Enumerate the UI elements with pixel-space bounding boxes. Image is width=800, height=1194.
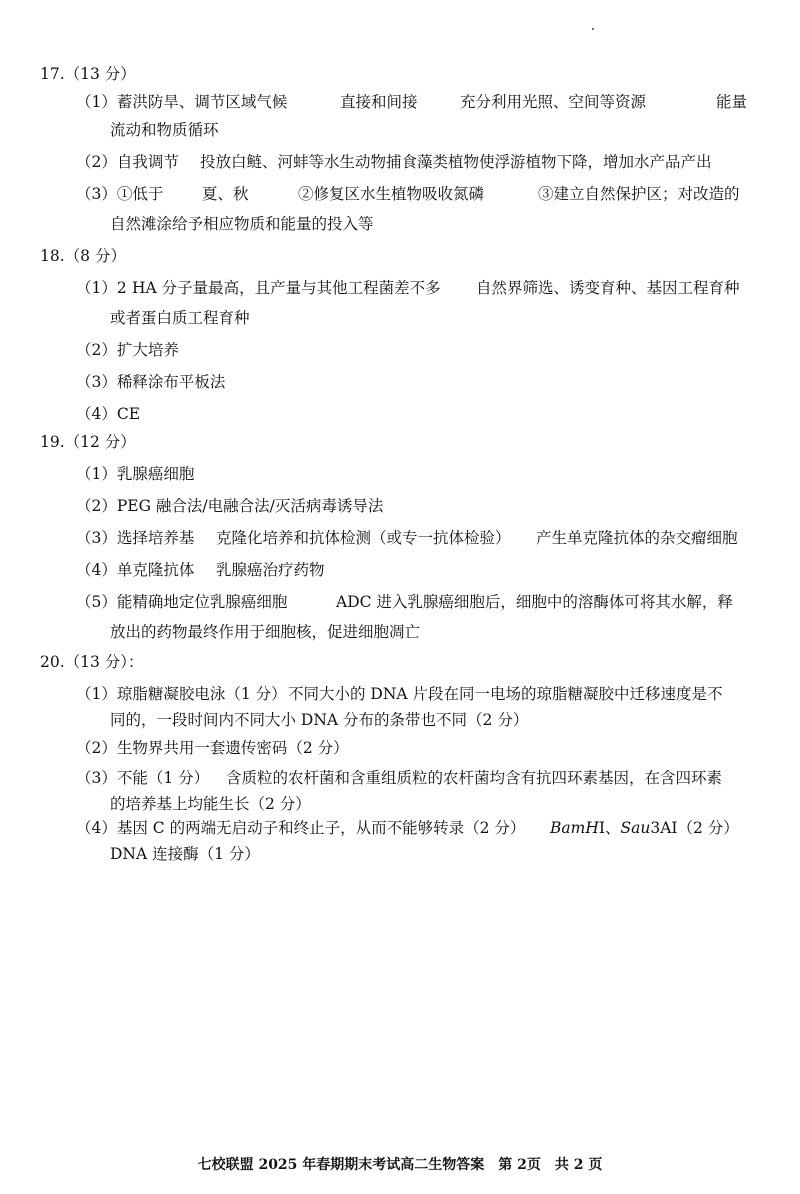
q18-1-a: （1）2 [76, 279, 127, 297]
q20-3-a: （3）不能（1 分） [76, 769, 210, 787]
q19-line2: （2）PEG 融合法/电融合法/灭活病毒诱导法 [76, 497, 384, 515]
q20-heading: 20.（13 分）： [40, 653, 144, 671]
q17-1-c: 充分利用光照、空间等资源 [460, 93, 647, 111]
q17-3-a: （3）①低于 [76, 185, 164, 203]
q19-3-b: 克隆化培养和抗体检测（或专一抗体检验） [216, 529, 511, 547]
q20-1-a: （1）琼脂糖凝胶电泳（1 分） [76, 685, 287, 703]
q20-line1-cont: 同的，一段时间内不同大小 DNA 分布的条带也不同（2 分） [110, 711, 529, 729]
page-footer: 七校联盟 2025 年春期期末考试高二生物答案 第 2页 共 2 页 [197, 1157, 603, 1173]
q17-line1-cont: 流动和物质循环 [110, 121, 219, 139]
q20-4-enzymes [550, 818, 739, 838]
q17-2-a: （2）自我调节 [76, 153, 179, 171]
q17-1-d: 能量 [716, 93, 748, 111]
q20-1-b: 不同大小的 DNA 片段在同一电场的琼脂糖凝胶中迁移速度是不 [288, 685, 723, 703]
q18-1-b: HA 分子量最高，且产量与其他工程菌差不多 [132, 279, 441, 297]
q20-line3-cont: 的培养基上均能生长（2 分） [110, 795, 311, 813]
q17-2-b: 投放白鲢、河蚌等水生动物捕食藻类植物使浮游植物下降，增加水产品产出 [200, 153, 712, 171]
q19-5-b: ADC 进入乳腺癌细胞后，细胞中的溶酶体可将其水解，释 [336, 593, 733, 611]
q17-line3-cont: 自然滩涂给予相应物质和能量的投入等 [110, 215, 374, 233]
q18-line4: （4）CE [76, 405, 141, 423]
q19-3-c: 产生单克隆抗体的杂交瘤细胞 [536, 529, 738, 547]
q20-4-a: （4）基因 C 的两端无启动子和终止子，从而不能够转录（2 分） [76, 819, 526, 837]
q18-line1-cont: 或者蛋白质工程育种 [110, 309, 250, 327]
q20-4-sau: Sau [620, 819, 651, 837]
q17-3-d: ③建立自然保护区；对改造的 [538, 185, 740, 203]
q17-3-c: ②修复区水生植物吸收氮磷 [298, 185, 485, 203]
q17-heading: 17.（13 分） [40, 65, 136, 83]
q17-3-b: 夏、秋 [202, 185, 249, 203]
q18-heading: 18.（8 分） [40, 247, 126, 265]
q19-4-b: 乳腺癌治疗药物 [216, 561, 325, 579]
q20-3-b: 含质粒的农杆菌和含重组质粒的农杆菌均含有抗四环素基因，在含四环素 [226, 769, 723, 787]
q20-line4-cont: DNA 连接酶（1 分） [110, 845, 260, 863]
q18-line2: （2）扩大培养 [76, 341, 179, 359]
q19-3-a: （3）选择培养基 [76, 529, 195, 547]
q19-line5-cont: 放出的药物最终作用于细胞核，促进细胞凋亡 [110, 623, 421, 641]
q20-4-bamh: BamH [550, 819, 599, 837]
q18-1-c: 自然界筛选、诱变育种、基因工程育种 [476, 279, 740, 297]
q20-4-sep: Ⅰ、 [598, 819, 621, 837]
scan-speck [592, 28, 594, 30]
q20-4-rest: 3AⅠ（2 分） [650, 819, 739, 837]
q20-line2: （2）生物界共用一套遗传密码（2 分） [76, 739, 349, 757]
q19-line1: （1）乳腺癌细胞 [76, 465, 195, 483]
q19-heading: 19.（12 分） [40, 433, 136, 451]
q17-1-b: 直接和间接 [340, 93, 418, 111]
q17-1-a: （1）蓄洪防旱、调节区域气候 [76, 93, 288, 111]
q19-5-a: （5）能精确地定位乳腺癌细胞 [76, 593, 288, 611]
q19-4-a: （4）单克隆抗体 [76, 561, 195, 579]
q18-line3: （3）稀释涂布平板法 [76, 373, 226, 391]
